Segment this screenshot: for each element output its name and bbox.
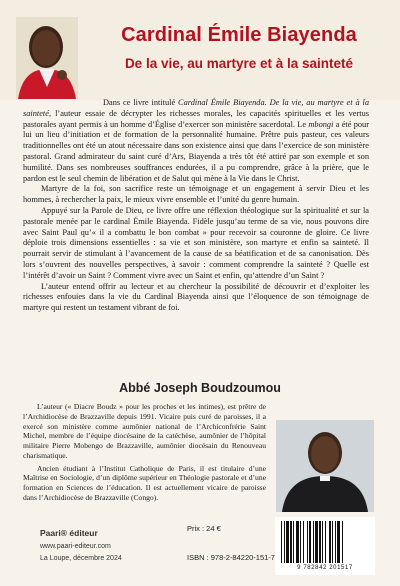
book-title: Cardinal Émile Biayenda [121,24,357,46]
blurb-paragraph: Martyre de la foi, son sacrifice reste un témoignage et un engagement à servir Dieu et les hommes, à rechercher la paix, le mieux vivre ensemble et l’unité du genre humain. [23,184,369,205]
bio-paragraph: Ancien étudiant à l’Institut Catholique de Paris, il est titulaire d’une Maîtrise en Sociologie, d’un diplôme supérieur en Théologie pastorale et d’une formation en Sciences de l’éducation. Il est actuellement vicaire de paroisse dans l’Archidiocèse de Brazzaville (Congo). [23,463,266,502]
blurb-book-title: Cardinal Émile Biayenda. De la vie, au martyre et à la sainteté [23,98,369,118]
publisher-logo: Paari® éditeur [40,528,98,538]
author-name: Abbé Joseph Boudzoumou [119,381,281,395]
bio-paragraph: L’auteur (« Diacre Boudz » pour les proches et les intimes), est prêtre de l’Archidiocèse de Brazzaville depuis 1991. Vicaire puis curé de paroisses, il a exercé son ministère comme aumônier national de l’Archiconfrérie Saint Michel, membre de l’équipe diocésaine de la catéchèse, aumônier de l’hôpital militaire Pierre Mobengo de Brazzaville, aumônier diocésain du Renouveau charismatique. [23,402,266,460]
blurb-paragraph: Appuyé sur la Parole de Dieu, ce livre offre une réflexion théologique sur la spiritualité et sur la pastorale menée par le cardinal Émile Biayenda. Fidèle jusqu’au terme de sa vie, nous pouvons dire avec Saint Paul qu’« il a combattu le bon combat » pour recevoir sa couronne de gloire. Ce livre déploie trois dimensions essentielles : sa vie et son ministère, son martyre et enfin sa sainteté. Il pourrait servir de stimulant à l’avancement de la cause de sa béatification et de sa canonisation. Dès lors s’ouvrent des nouvelles perspectives, à savoir : comment comprendre la sainteté ? Quelle est l’intérêt d’avoir un Saint ? Comment vivre avec un Saint et enfin, qu’attendre d’un Saint ? [23,205,369,280]
publisher-place-date: La Loupe, décembre 2024 [40,555,122,562]
blurb-paragraph: L’auteur entend offrir au lecteur et au chercheur la possibilité de découvrir et d’exploiter les richesses enfouies dans la vie du Cardinal Biayenda ainsi que l’éloquence de son témoignage de martyre qui restent un testament vibrant de foi. [23,281,369,313]
blurb-text: a été pour lui un lieu d’initiation et de formation de la personnalité humaine. Prêtre puis pasteur, ces valeurs traditionnelles ont été un atout nécessaire dans son existence ainsi que dans l’exercice de son ministère pastoral. Grand admirateur du saint curé d’Ars, Biayenda a très tôt été attiré par son exemple et son humilité. Dans ses nombreuses souffrances endurées, il a pu comprendre, grâce à la prière, que le pardon est le seul chemin de libération et de Salut qui mène à la Vie dans le Christ. [23,119,370,183]
barcode-digits: 9 782842 201517 [297,565,353,571]
cardinal-portrait-photo [16,17,78,99]
blurb-term: mbongi [308,119,334,129]
back-cover-blurb [23,98,369,314]
author-portrait-photo [276,420,374,512]
blurb-text: Dans ce livre intitulé [103,98,179,107]
blurb-paragraph [23,98,369,184]
author-bio [23,402,266,506]
blurb-text: , l’auteur essaie de décrypter les richesses morales, les capacités spirituelles et les vertus pastorales ayant permis à un homme d’Église d’exercer son ministère sacerdotal. Le [23,108,369,129]
publisher-url: www.paari-editeur.com [40,543,111,550]
book-subtitle: De la vie, au martyre et à la sainteté [124,56,354,71]
price-label: Prix : 24 € [187,524,221,533]
isbn-label: ISBN : 978-2-84220-151-7 [187,553,275,562]
